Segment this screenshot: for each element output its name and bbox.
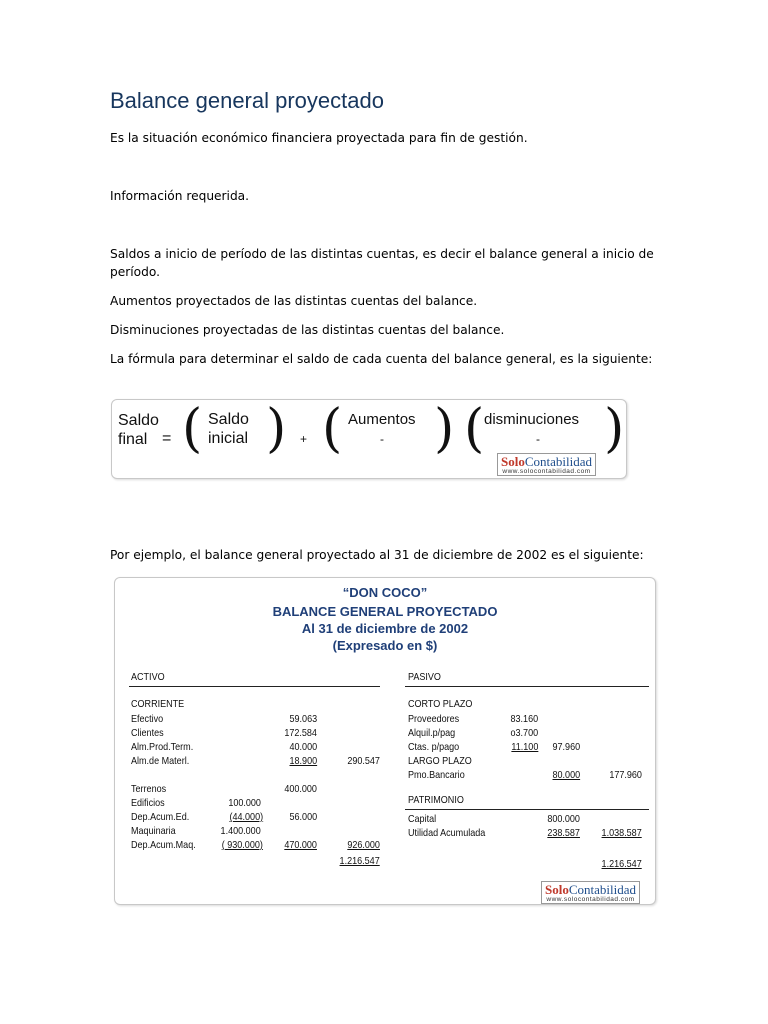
efectivo-label: Efectivo bbox=[131, 713, 164, 725]
maquinaria-value: 1.400.000 bbox=[220, 825, 261, 837]
solocontabilidad-logo: SoloContabilidad www.solocontabilidad.com bbox=[497, 453, 596, 476]
largo-plazo-label: LARGO PLAZO bbox=[408, 755, 472, 767]
pasivo-total: 177.960 bbox=[609, 769, 642, 781]
ctas-label: Ctas. p/pago bbox=[408, 741, 460, 753]
depacummaq-value: ( 930.000) bbox=[221, 839, 263, 851]
clientes-label: Clientes bbox=[131, 727, 164, 739]
formula-aumentos: Aumentos bbox=[348, 411, 416, 428]
balance-company: “DON COCO” bbox=[342, 585, 428, 600]
corto-plazo-label: CORTO PLAZO bbox=[408, 698, 473, 710]
utilidad-label: Utilidad Acumulada bbox=[408, 827, 486, 839]
depacumed-net: 56.000 bbox=[289, 811, 317, 823]
pasivo-divider bbox=[405, 686, 649, 687]
patrimonio-label: PATRIMONIO bbox=[408, 794, 464, 806]
open-paren-2: ( bbox=[322, 399, 343, 459]
depacummaq-net: 470.000 bbox=[284, 839, 317, 851]
patrimonio-divider bbox=[405, 809, 649, 810]
ctas-value: 11.100 bbox=[511, 741, 538, 753]
pasivo-patrimonio-total: 1.216.547 bbox=[601, 858, 642, 870]
formula-aumentos-sign: - bbox=[380, 432, 384, 446]
terrenos-value: 400.000 bbox=[284, 783, 317, 795]
balance-heading: BALANCE GENERAL PROYECTADO bbox=[272, 604, 498, 619]
activo-total: 1.216.547 bbox=[339, 855, 380, 867]
initial-balances-paragraph: Saldos a inicio de período de las distintas cuentas, es decir el balance general a inicio de período. bbox=[110, 247, 654, 279]
solocontabilidad-logo-2: SoloContabilidad www.solocontabilidad.com bbox=[541, 881, 640, 904]
clientes-value: 172.584 bbox=[284, 727, 317, 739]
formula-image bbox=[111, 399, 627, 479]
corto-plazo-total: 97.960 bbox=[552, 741, 580, 753]
balance-currency: (Expresado en $) bbox=[332, 638, 438, 653]
edificios-value: 100.000 bbox=[228, 797, 261, 809]
edificios-label: Edificios bbox=[131, 797, 165, 809]
alquil-label: Alquil.p/pag bbox=[408, 727, 456, 739]
formula-equals: = bbox=[162, 430, 172, 447]
open-paren-3: ( bbox=[464, 399, 485, 459]
terrenos-label: Terrenos bbox=[131, 783, 167, 795]
pmo-label: Pmo.Bancario bbox=[408, 769, 465, 781]
balance-date: Al 31 de diciembre de 2002 bbox=[301, 621, 469, 636]
proveedores-value: 83.160 bbox=[510, 713, 538, 725]
intro-paragraph: Es la situación económico financiera proyectada para fin de gestión. bbox=[110, 131, 528, 145]
proveedores-label: Proveedores bbox=[408, 713, 460, 725]
activo-divider bbox=[129, 686, 380, 687]
balance-sheet-image bbox=[114, 577, 656, 905]
alquil-value: o3.700 bbox=[510, 727, 538, 739]
formula-intro-paragraph: La fórmula para determinar el saldo de cada cuenta del balance general, es la siguiente: bbox=[110, 352, 653, 366]
example-paragraph: Por ejemplo, el balance general proyectado al 31 de diciembre de 2002 es el siguiente: bbox=[110, 548, 644, 562]
almmat-label: Alm.de Materl. bbox=[131, 755, 190, 767]
almmat-value: 18.900 bbox=[289, 755, 317, 767]
formula-saldo: Saldo bbox=[118, 412, 159, 429]
efectivo-value: 59.063 bbox=[289, 713, 317, 725]
open-paren-1: ( bbox=[182, 399, 203, 459]
almprod-label: Alm.Prod.Term. bbox=[131, 741, 194, 753]
corriente-total: 290.547 bbox=[347, 755, 380, 767]
maquinaria-label: Maquinaria bbox=[131, 825, 176, 837]
activo-label: ACTIVO bbox=[131, 671, 165, 683]
close-paren-3: ) bbox=[604, 399, 625, 459]
depacummaq-label: Dep.Acum.Maq. bbox=[131, 839, 196, 851]
decreases-paragraph: Disminuciones proyectadas de las distintas cuentas del balance. bbox=[110, 323, 505, 337]
depacumed-label: Dep.Acum.Ed. bbox=[131, 811, 190, 823]
almprod-value: 40.000 bbox=[289, 741, 317, 753]
corriente-label: CORRIENTE bbox=[131, 698, 185, 710]
required-info-heading: Información requerida. bbox=[110, 189, 250, 203]
utilidad-value: 238.587 bbox=[547, 827, 580, 839]
formula-plus: + bbox=[300, 432, 308, 446]
pasivo-label: PASIVO bbox=[408, 671, 441, 683]
formula-saldo-inicial-1: Saldo bbox=[208, 411, 249, 428]
capital-label: Capital bbox=[408, 813, 437, 825]
patrimonio-total: 1.038.587 bbox=[601, 827, 642, 839]
formula-saldo-inicial-2: inicial bbox=[208, 430, 249, 447]
capital-value: 800.000 bbox=[547, 813, 580, 825]
nocorriente-total: 926.000 bbox=[347, 839, 380, 851]
page-title: Balance general proyectado bbox=[110, 88, 384, 113]
increases-paragraph: Aumentos proyectados de las distintas cuentas del balance. bbox=[110, 294, 478, 308]
close-paren-2: ) bbox=[434, 399, 455, 459]
close-paren-1: ) bbox=[266, 399, 287, 459]
depacumed-value: (44.000) bbox=[229, 811, 263, 823]
formula-final: final bbox=[118, 431, 148, 448]
formula-disminuciones: disminuciones bbox=[484, 411, 580, 428]
formula-disminuciones-sign: - bbox=[536, 432, 540, 446]
pmo-value: 80.000 bbox=[552, 769, 580, 781]
